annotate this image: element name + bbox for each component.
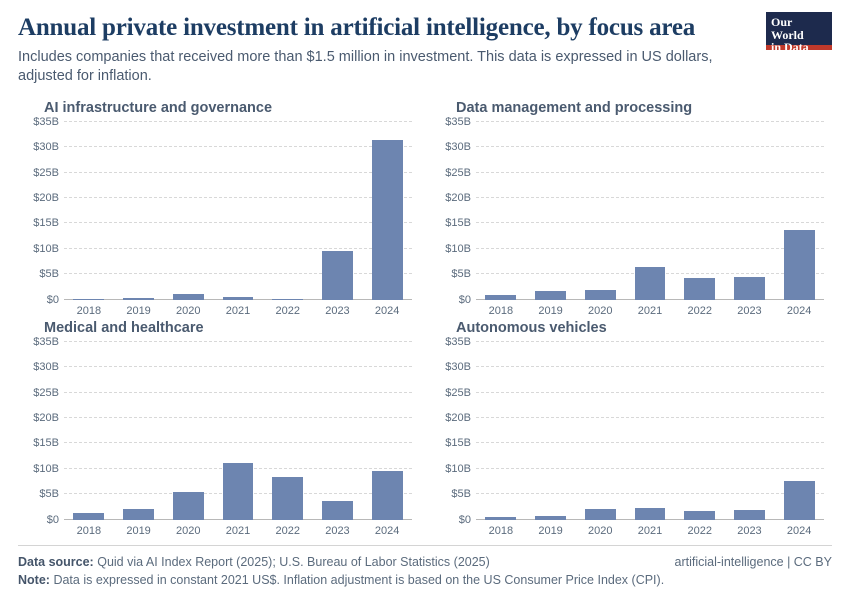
bar[interactable]	[123, 509, 154, 520]
bar-cell[interactable]	[163, 342, 213, 520]
x-axis-tick-label: 2022	[687, 524, 712, 537]
x-axis-tick-label: 2020	[588, 304, 613, 317]
x-axis-tick-label: 2023	[325, 304, 350, 317]
bar[interactable]	[173, 294, 204, 300]
y-axis-tick-label: $25B	[33, 386, 59, 399]
footer-note-row	[18, 571, 832, 590]
bar-cell[interactable]	[362, 122, 412, 300]
x-axis-tick-label: 2019	[126, 524, 151, 537]
x-axis-tick-label: 2018	[76, 304, 102, 317]
x-axis-tick-label: 2023	[325, 524, 350, 537]
x-axis-tick-label: 2024	[786, 304, 812, 317]
bar-series	[64, 122, 412, 300]
bar[interactable]	[372, 140, 403, 300]
x-axis-tick-label: 2019	[538, 524, 563, 537]
bar-cell[interactable]	[675, 122, 725, 300]
x-axis-tick-label: 2021	[637, 304, 663, 317]
y-axis-tick-label: $20B	[445, 192, 471, 205]
x-axis-tick-label: 2020	[176, 524, 201, 537]
y-axis-tick-label: $30B	[445, 361, 471, 374]
bar[interactable]	[223, 463, 254, 520]
x-axis-tick-label: 2018	[488, 524, 514, 537]
bar-cell[interactable]	[313, 342, 363, 520]
bar[interactable]	[684, 511, 715, 520]
y-axis-tick-label: $15B	[445, 217, 471, 230]
bar-cell[interactable]	[526, 122, 576, 300]
bar[interactable]	[535, 516, 566, 520]
x-axis-tick-label: 2018	[76, 524, 102, 537]
bar-series	[476, 342, 824, 520]
y-axis-tick-label: $15B	[445, 437, 471, 450]
bar[interactable]	[272, 477, 303, 520]
source-label: Data source:	[18, 554, 94, 569]
bar[interactable]	[784, 230, 815, 300]
bar[interactable]	[73, 513, 104, 520]
y-axis-tick-label: $10B	[33, 462, 59, 475]
panel-title: Autonomous vehicles	[456, 319, 607, 336]
bar-cell[interactable]	[675, 342, 725, 520]
bar-cell[interactable]	[263, 122, 313, 300]
bar-cell[interactable]	[64, 342, 114, 520]
y-axis-tick-label: $35B	[445, 115, 471, 128]
bar-cell[interactable]	[114, 342, 164, 520]
bar-cell[interactable]	[64, 122, 114, 300]
y-axis-tick-label: $0	[458, 513, 471, 526]
bar[interactable]	[372, 471, 403, 520]
bar[interactable]	[535, 291, 566, 300]
panel-title: Data management and processing	[456, 99, 693, 116]
y-axis-tick-label: $30B	[445, 141, 471, 154]
footer-source-row	[18, 553, 832, 572]
x-axis-tick-label: 2024	[786, 524, 812, 537]
y-axis-tick-label: $10B	[33, 242, 59, 255]
x-axis-labels	[64, 525, 412, 537]
note-text: Data is expressed in constant 2021 US$. Inflation adjustment is based on the US Consumer Price Index (CPI).	[53, 573, 665, 588]
y-axis-tick-label: $5B	[39, 268, 59, 281]
bar-cell[interactable]	[725, 342, 775, 520]
x-axis-tick-label: 2022	[275, 304, 300, 317]
footer-divider	[18, 545, 832, 546]
chart-panel-0	[18, 100, 418, 318]
y-axis-tick-label: $20B	[33, 412, 59, 425]
bar-cell[interactable]	[213, 122, 263, 300]
chart-panel-2	[18, 320, 418, 538]
bar-cell[interactable]	[114, 122, 164, 300]
bar-cell[interactable]	[725, 122, 775, 300]
y-axis-tick-label: $0	[46, 513, 59, 526]
chart-panel-grid	[18, 100, 832, 538]
bar[interactable]	[123, 298, 154, 300]
x-axis-tick-label: 2022	[275, 524, 300, 537]
bar[interactable]	[734, 277, 765, 300]
x-axis-tick-label: 2021	[225, 304, 251, 317]
x-axis-labels	[64, 305, 412, 317]
bar[interactable]	[485, 517, 516, 520]
bar[interactable]	[73, 299, 104, 300]
y-axis-tick-label: $0	[458, 293, 471, 306]
y-axis-tick-label: $10B	[445, 242, 471, 255]
chart-header	[18, 14, 832, 86]
panel-title: AI infrastructure and governance	[44, 99, 273, 116]
chart-panel-1	[430, 100, 830, 318]
x-axis-tick-label: 2019	[126, 304, 151, 317]
bar[interactable]	[585, 509, 616, 520]
x-axis-tick-label: 2020	[176, 304, 201, 317]
y-axis-tick-label: $15B	[33, 217, 59, 230]
bar[interactable]	[173, 492, 204, 519]
bar-cell[interactable]	[163, 122, 213, 300]
plot-area	[445, 115, 824, 306]
bar-cell[interactable]	[213, 342, 263, 520]
footer-attribution[interactable]: artificial-intelligence | CC BY	[674, 554, 832, 569]
y-axis-tick-label: $0	[46, 293, 59, 306]
y-axis-tick-label: $20B	[445, 412, 471, 425]
x-axis-tick-label: 2022	[687, 304, 712, 317]
bar[interactable]	[784, 481, 815, 520]
bar[interactable]	[223, 297, 254, 300]
bar-cell[interactable]	[575, 342, 625, 520]
x-axis-tick-label: 2021	[225, 524, 251, 537]
bar-cell[interactable]	[263, 342, 313, 520]
chart-panel-3	[430, 320, 830, 538]
plot-area	[445, 335, 824, 526]
y-axis-tick-label: $25B	[33, 166, 59, 179]
bar-cell[interactable]	[774, 342, 824, 520]
x-axis-labels	[476, 525, 824, 537]
plot-area	[33, 335, 412, 526]
logo-line-1: Our World	[771, 15, 804, 42]
bar-cell[interactable]	[476, 122, 526, 300]
page-title: Annual private investment in artificial intelligence, by focus area	[18, 14, 696, 41]
plot-area	[33, 115, 412, 306]
x-axis-tick-label: 2024	[374, 524, 400, 537]
page-subtitle: Includes companies that received more than $1.5 million in investment. This data is expressed in US dollars, adjusted for inflation.	[18, 48, 713, 84]
bar-cell[interactable]	[476, 342, 526, 520]
bar[interactable]	[485, 295, 516, 300]
x-axis-tick-label: 2021	[637, 524, 663, 537]
y-axis-tick-label: $5B	[451, 488, 471, 501]
bar[interactable]	[734, 510, 765, 520]
y-axis-tick-label: $5B	[451, 268, 471, 281]
bar[interactable]	[635, 267, 666, 300]
bar-cell[interactable]	[774, 122, 824, 300]
bar-cell[interactable]	[526, 342, 576, 520]
source-text: Quid via AI Index Report (2025); U.S. Bureau of Labor Statistics (2025)	[97, 554, 490, 569]
bar[interactable]	[322, 501, 353, 519]
bar[interactable]	[684, 278, 715, 300]
footer-note	[18, 571, 664, 590]
y-axis-tick-label: $30B	[33, 141, 59, 154]
bar[interactable]	[322, 251, 353, 299]
logo-line-2: in Data	[771, 40, 809, 55]
y-axis-tick-label: $10B	[445, 462, 471, 475]
chart-footer	[18, 545, 832, 591]
x-axis-labels	[476, 305, 824, 317]
y-axis-tick-label: $15B	[33, 437, 59, 450]
x-axis-tick-label: 2018	[488, 304, 514, 317]
bar-series	[64, 342, 412, 520]
bar[interactable]	[635, 508, 666, 520]
bar[interactable]	[585, 290, 616, 300]
y-axis-tick-label: $35B	[33, 115, 59, 128]
x-axis-tick-label: 2023	[737, 524, 762, 537]
x-axis-tick-label: 2020	[588, 524, 613, 537]
x-axis-tick-label: 2024	[374, 304, 400, 317]
y-axis-tick-label: $25B	[445, 166, 471, 179]
footer-source	[18, 553, 490, 572]
y-axis-tick-label: $35B	[445, 335, 471, 348]
x-axis-tick-label: 2023	[737, 304, 762, 317]
y-axis-tick-label: $5B	[39, 488, 59, 501]
bar-cell[interactable]	[575, 122, 625, 300]
owid-logo[interactable]	[766, 12, 832, 55]
bar-cell[interactable]	[313, 122, 363, 300]
bar[interactable]	[272, 299, 303, 300]
bar-cell[interactable]	[625, 342, 675, 520]
y-axis-tick-label: $35B	[33, 335, 59, 348]
bar-series	[476, 122, 824, 300]
y-axis-tick-label: $30B	[33, 361, 59, 374]
y-axis-tick-label: $25B	[445, 386, 471, 399]
x-axis-tick-label: 2019	[538, 304, 563, 317]
panel-title: Medical and healthcare	[44, 319, 204, 336]
bar-cell[interactable]	[625, 122, 675, 300]
bar-cell[interactable]	[362, 342, 412, 520]
y-axis-tick-label: $20B	[33, 192, 59, 205]
note-label: Note:	[18, 573, 50, 588]
